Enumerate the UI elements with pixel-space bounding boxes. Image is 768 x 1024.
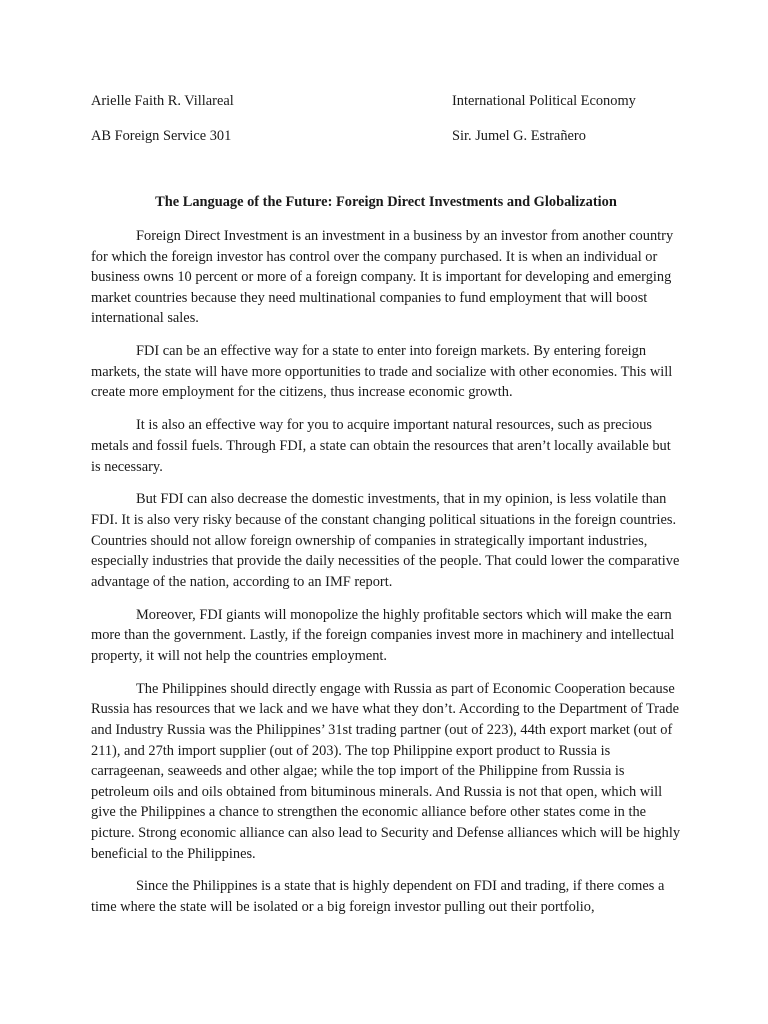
paragraph-7: Since the Philippines is a state that is highly dependent on FDI and trading, if there comes a time where the state will be isolated or a big foreign investor pulling out their portfolio, — [91, 878, 665, 915]
document-body — [91, 226, 681, 930]
document-title: The Language of the Future: Foreign Direct Investments and Globalization — [155, 194, 617, 210]
paragraph-6: The Philippines should directly engage with Russia as part of Economic Cooperation because Russia has resources that we lack and we have what they don’t. According to the Department of Trade and Industry Russia was the Philippines’ 31st trading partner (out of 223), 44th export market (out of 211), and 27th import supplier (out of 203). The top Philippine export product to Russia is carrageenan, seaweeds and other algae; while the top import of the Philippine from Russia is petroleum oils and oils obtained from bituminous minerals. And Russia is not that open, which will give the Philippines a chance to strengthen the economic alliance before other states come in the picture. Strong economic alliance can also lead to Security and Defense alliances which will be highly beneficial to the Philippines. — [91, 680, 681, 862]
paragraph-1: Foreign Direct Investment is an investment in a business by an investor from another country for which the foreign investor has control over the company purchased. It is when an individual or business owns 10 percent or more of a foreign company. It is important for developing and emerging market countries because they need multinational companies to fund employment that will boost international sales. — [91, 228, 674, 327]
paragraph-4: But FDI can also decrease the domestic investments, that in my opinion, is less volatile than FDI. It is also very risky because of the constant changing political situations in the foreign countries. Countries should not allow foreign ownership of companies in strategically important industries, especially industries that provide the daily necessities of the people. That could lower the comparative advantage of the nation, according to an IMF report. — [91, 491, 680, 590]
course-name: International Political Economy — [452, 93, 636, 109]
paragraph-5: Moreover, FDI giants will monopolize the highly profitable sectors which will make the earn more than the government. Lastly, if the foreign companies invest more in machinery and intellectual property, it will not help the countries employment. — [91, 606, 675, 664]
paragraph-2: FDI can be an effective way for a state to enter into foreign markets. By entering foreign markets, the state will have more opportunities to trade and socialize with other economies. This will create more employment for the citizens, thus increase economic growth. — [91, 343, 673, 401]
paragraph-3: It is also an effective way for you to acquire important natural resources, such as precious metals and fossil fuels. Through FDI, a state can obtain the resources that aren’t locally available but is necessary. — [91, 417, 671, 475]
instructor-name: Sir. Jumel G. Estrañero — [452, 128, 586, 144]
section-name: AB Foreign Service 301 — [91, 128, 232, 144]
author-name: Arielle Faith R. Villareal — [91, 93, 234, 109]
header-row-1 — [91, 93, 681, 113]
header-row-2 — [91, 128, 681, 148]
